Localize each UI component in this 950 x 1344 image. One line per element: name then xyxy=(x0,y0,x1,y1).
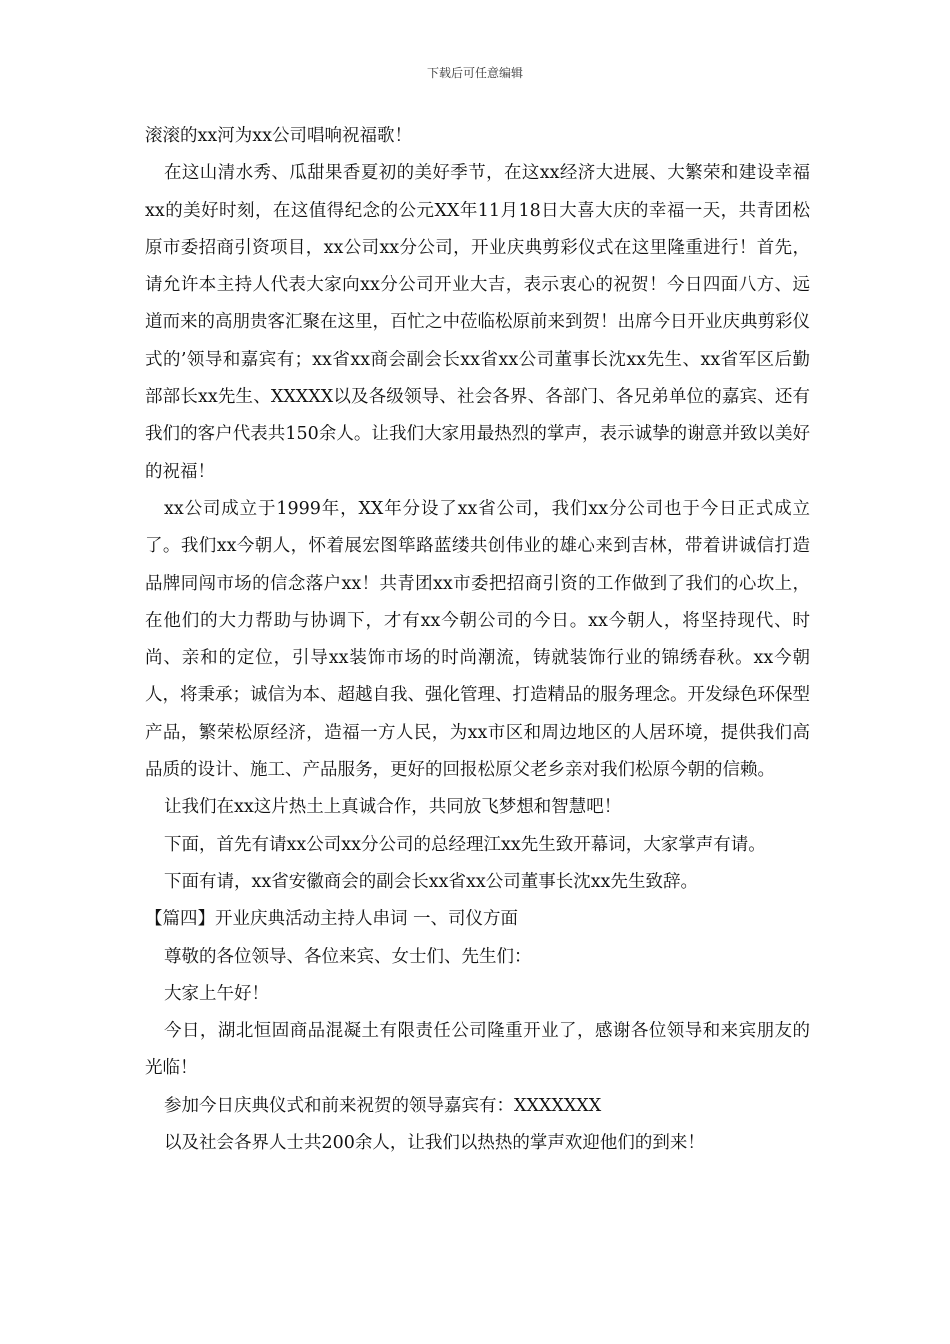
paragraph: 让我们在xx这片热土上真诚合作，共同放飞梦想和智慧吧！ xyxy=(164,797,622,818)
paragraph: 下面有请，xx省安徽商会的副会长xx省xx公司董事长沈xx先生致辞。 xyxy=(164,871,698,892)
paragraph: 尊敬的各位领导、各位来宾、女士们、先生们： xyxy=(164,946,532,967)
paragraph: 参加今日庆典仪式和前来祝贺的领导嘉宾有：XXXXXXX xyxy=(164,1095,602,1116)
paragraph: 在这山清水秀、瓜甜果香夏初的美好季节，在这xx经济大进展、大繁荣和建设幸福xx的美好时刻，在这值得纪念的公元XX年11月18日大喜大庆的幸福一天，共青团松原市委招商引资项目，xx公司xx分公司，开业庆典剪彩仪式在这里隆重进行！首先，请允许本主持人代表大家向xx分公司开业大吉，表示衷心的祝贺！今日四面八方、远道而来的高朋贵客汇聚在这里，百忙之中莅临松原前来到贺！出席今日开业庆典剪彩仪式的’领导和嘉宾有；xx省xx商会副会长xx省xx公司董事长沈xx先生、xx省军区后勤部部长xx先生、XXXXX以及各级领导、社会各界、各部门、各兄弟单位的嘉宾、还有我们的客户代表共150余人。让我们大家用最热烈的掌声，表示诚挚的谢意并致以美好的祝福！ xyxy=(145,163,810,482)
paragraph: xx公司成立于1999年，XX年分设了xx省公司，我们xx分公司也于今日正式成立了。我们xx今朝人，怀着展宏图筚路蓝缕共创伟业的雄心来到吉林，带着讲诚信打造品牌同闯市场的信念落户xx！共青团xx市委把招商引资的工作做到了我们的心坎上，在他们的大力帮助与协调下，才有xx今朝公司的今日。xx今朝人，将坚持现代、时尚、亲和的定位，引导xx装饰市场的时尚潮流，铸就装饰行业的锦绣春秋。xx今朝人，将秉承；诚信为本、超越自我、强化管理、打造精品的服务理念。开发绿色环保型产品，繁荣松原经济，造福一方人民，为xx市区和周边地区的人居环境，提供我们高品质的设计、施工、产品服务，更好的回报松原父老乡亲对我们松原今朝的信赖。 xyxy=(145,498,810,781)
paragraph: 下面，首先有请xx公司xx分公司的总经理江xx先生致开幕词，大家掌声有请。 xyxy=(164,834,766,855)
document-body xyxy=(145,118,810,1162)
paragraph: 以及社会各界人士共200余人，让我们以热热的掌声欢迎他们的到来！ xyxy=(164,1133,705,1154)
paragraph: 今日，湖北恒固商品混凝土有限责任公司隆重开业了，感谢各位领导和来宾朋友的光临！ xyxy=(145,1021,810,1079)
paragraph: 滚滚的xx河为xx公司唱响祝福歌！ xyxy=(145,126,412,146)
section-heading: 【篇四】开业庆典活动主持人串词 一、司仪方面 xyxy=(145,909,519,930)
page-header: 下载后可任意编辑 xyxy=(426,66,523,80)
paragraph: 大家上午好！ xyxy=(164,983,269,1004)
